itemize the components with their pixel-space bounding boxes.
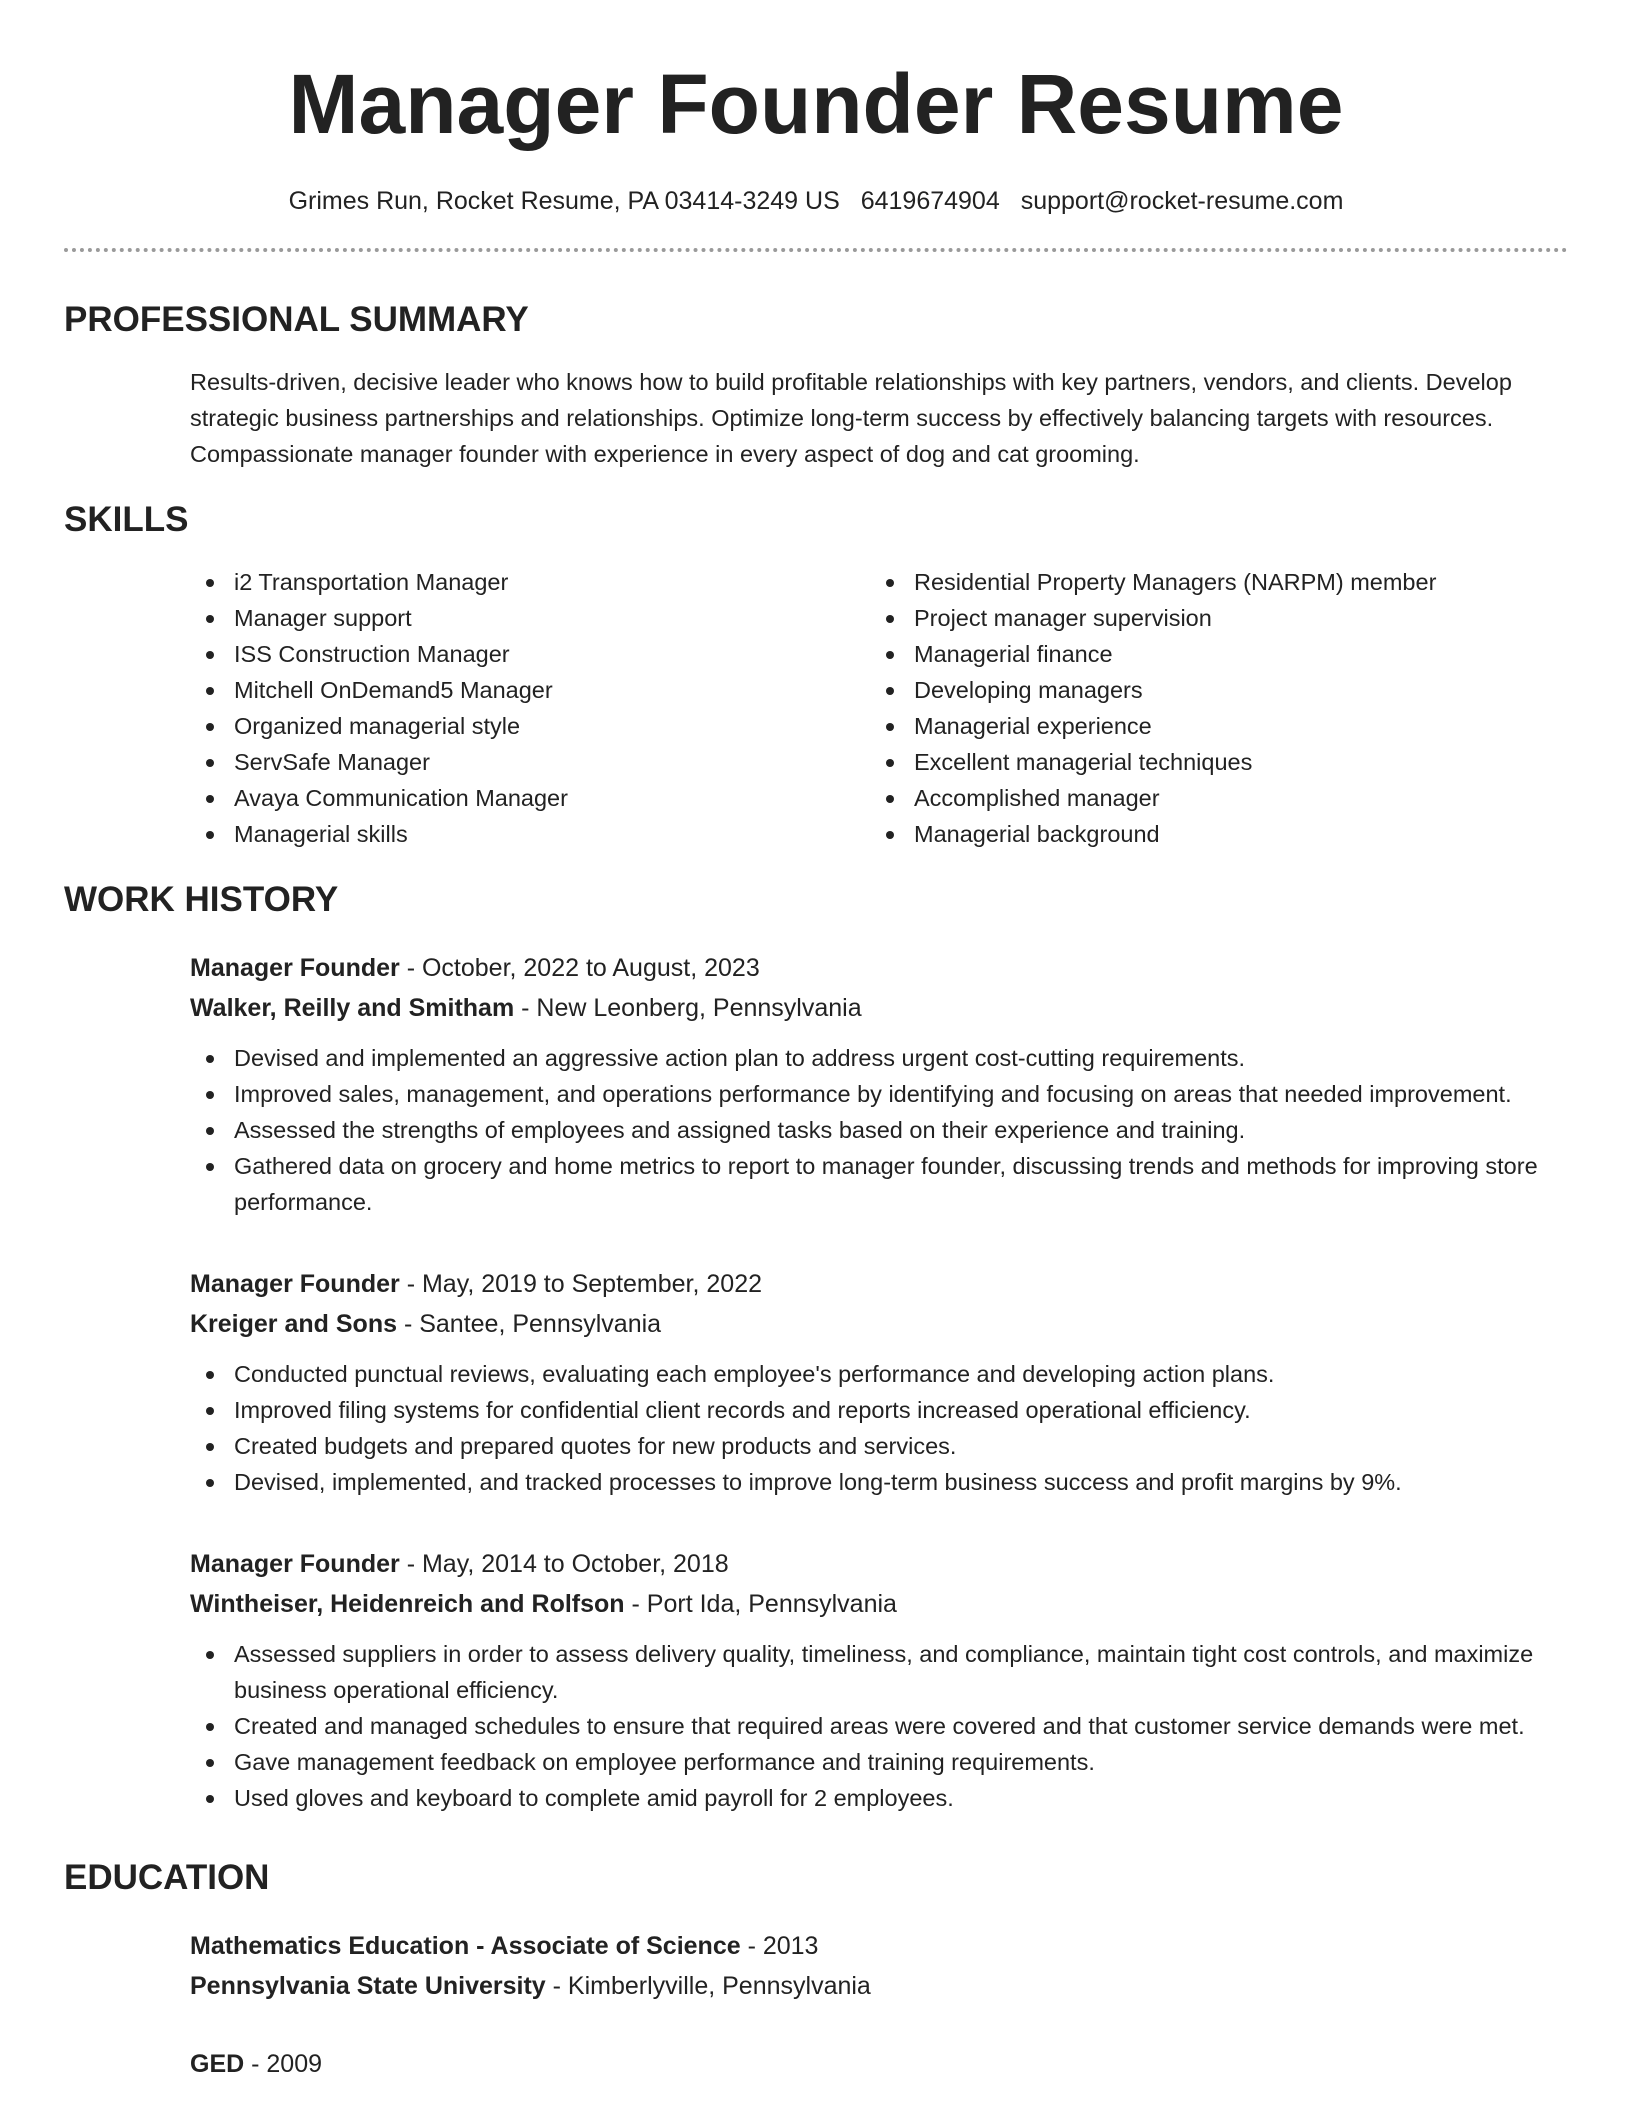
job-bullet: Assessed the strengths of employees and assigned tasks based on their experience and training.: [190, 1112, 1568, 1148]
education-school: Pennsylvania State University: [190, 1972, 546, 2000]
education-heading: EDUCATION: [64, 1858, 270, 1897]
job-dates: - October, 2022 to August, 2023: [399, 954, 760, 982]
contact-phone: 6419674904: [860, 187, 1000, 215]
job-bullets: [190, 1636, 1568, 1816]
education-entry: [190, 2044, 1568, 2084]
job-location: - New Leonberg, Pennsylvania: [514, 994, 862, 1022]
job-role-line: [190, 1264, 1568, 1304]
job-bullet: Created and managed schedules to ensure that required areas were covered and that customer service demands were met.: [190, 1708, 1568, 1744]
job-entry: [190, 1544, 1568, 1816]
job-role-line: [190, 948, 1568, 988]
job-bullet: Gathered data on grocery and home metrics to report to manager founder, discussing trends and methods for improving store performance.: [190, 1148, 1568, 1220]
education-degree: GED: [190, 2050, 245, 2078]
skill-item: ServSafe Manager: [190, 744, 870, 780]
job-dates: - May, 2019 to September, 2022: [399, 1270, 763, 1298]
skill-item: Manager support: [190, 600, 870, 636]
job-bullet: Created budgets and prepared quotes for new products and services.: [190, 1428, 1568, 1464]
education-degree: Mathematics Education - Associate of Science: [190, 1932, 741, 1960]
skill-item: Excellent managerial techniques: [870, 744, 1550, 780]
education-year: - 2009: [244, 2050, 323, 2078]
job-bullet: Devised and implemented an aggressive action plan to address urgent cost-cutting requirements.: [190, 1040, 1568, 1076]
job-company: Wintheiser, Heidenreich and Rolfson: [190, 1590, 625, 1618]
job-bullet: Gave management feedback on employee performance and training requirements.: [190, 1744, 1568, 1780]
job-bullet: Assessed suppliers in order to assess delivery quality, timeliness, and compliance, maintain tight cost controls, and maximize business operational efficiency.: [190, 1636, 1568, 1708]
job-role: Manager Founder: [190, 1550, 400, 1578]
job-company-line: [190, 988, 1568, 1028]
resume-title: Manager Founder Resume: [288, 57, 1344, 151]
job-dates: - May, 2014 to October, 2018: [399, 1550, 729, 1578]
skill-item: Managerial skills: [190, 816, 870, 852]
skill-item: Organized managerial style: [190, 708, 870, 744]
skill-item: ISS Construction Manager: [190, 636, 870, 672]
education-school-line: [190, 1966, 1568, 2006]
job-role: Manager Founder: [190, 1270, 400, 1298]
job-company: Kreiger and Sons: [190, 1310, 397, 1338]
job-company-line: [190, 1584, 1568, 1624]
education-degree-line: [190, 1926, 1568, 1966]
job-bullet: Devised, implemented, and tracked processes to improve long-term business success and profit margins by 9%.: [190, 1464, 1568, 1500]
contact-line: [64, 184, 1568, 218]
job-role: Manager Founder: [190, 954, 400, 982]
job-location: - Port Ida, Pennsylvania: [624, 1590, 897, 1618]
summary-heading: PROFESSIONAL SUMMARY: [64, 300, 529, 339]
skills-column-left: [190, 564, 870, 852]
skill-item: Developing managers: [870, 672, 1550, 708]
job-location: - Santee, Pennsylvania: [397, 1310, 662, 1338]
education-entry: [190, 1926, 1568, 2006]
summary-text: Results-driven, decisive leader who knows how to build profitable relationships with key partners, vendors, and clients. Develop strategic business partnerships and relationships. Optimize long-term success by effectively balancing targets with resources. Compassionate manager founder with experience in every aspect of dog and cat grooming.: [190, 369, 1512, 467]
job-entry: [190, 1264, 1568, 1500]
skills-list: [190, 564, 1568, 852]
skills-heading: SKILLS: [64, 500, 189, 539]
job-bullets: [190, 1040, 1568, 1220]
job-role-line: [190, 1544, 1568, 1584]
job-company: Walker, Reilly and Smitham: [190, 994, 515, 1022]
education-degree-line: [190, 2044, 1568, 2084]
job-company-line: [190, 1304, 1568, 1344]
skill-item: Project manager supervision: [870, 600, 1550, 636]
skill-item: Accomplished manager: [870, 780, 1550, 816]
skill-item: Managerial finance: [870, 636, 1550, 672]
contact-address: Grimes Run, Rocket Resume, PA 03414-3249 US: [288, 187, 840, 215]
header-divider: [64, 248, 1568, 252]
job-entry: [190, 948, 1568, 1220]
job-bullet: Conducted punctual reviews, evaluating each employee's performance and developing action plans.: [190, 1356, 1568, 1392]
skill-item: Managerial background: [870, 816, 1550, 852]
contact-email[interactable]: support@rocket-resume.com: [1020, 187, 1344, 215]
skill-item: i2 Transportation Manager: [190, 564, 870, 600]
skills-column-right: [870, 564, 1550, 852]
education-location: - Kimberlyville, Pennsylvania: [545, 1972, 871, 2000]
skill-item: Managerial experience: [870, 708, 1550, 744]
job-bullet: Improved filing systems for confidential client records and reports increased operational efficiency.: [190, 1392, 1568, 1428]
skill-item: Mitchell OnDemand5 Manager: [190, 672, 870, 708]
work-history-heading: WORK HISTORY: [64, 880, 339, 919]
job-bullet: Improved sales, management, and operations performance by identifying and focusing on areas that needed improvement.: [190, 1076, 1568, 1112]
education-year: - 2013: [740, 1932, 819, 1960]
skill-item: Avaya Communication Manager: [190, 780, 870, 816]
skill-item: Residential Property Managers (NARPM) member: [870, 564, 1550, 600]
job-bullet: Used gloves and keyboard to complete amid payroll for 2 employees.: [190, 1780, 1568, 1816]
job-bullets: [190, 1356, 1568, 1500]
